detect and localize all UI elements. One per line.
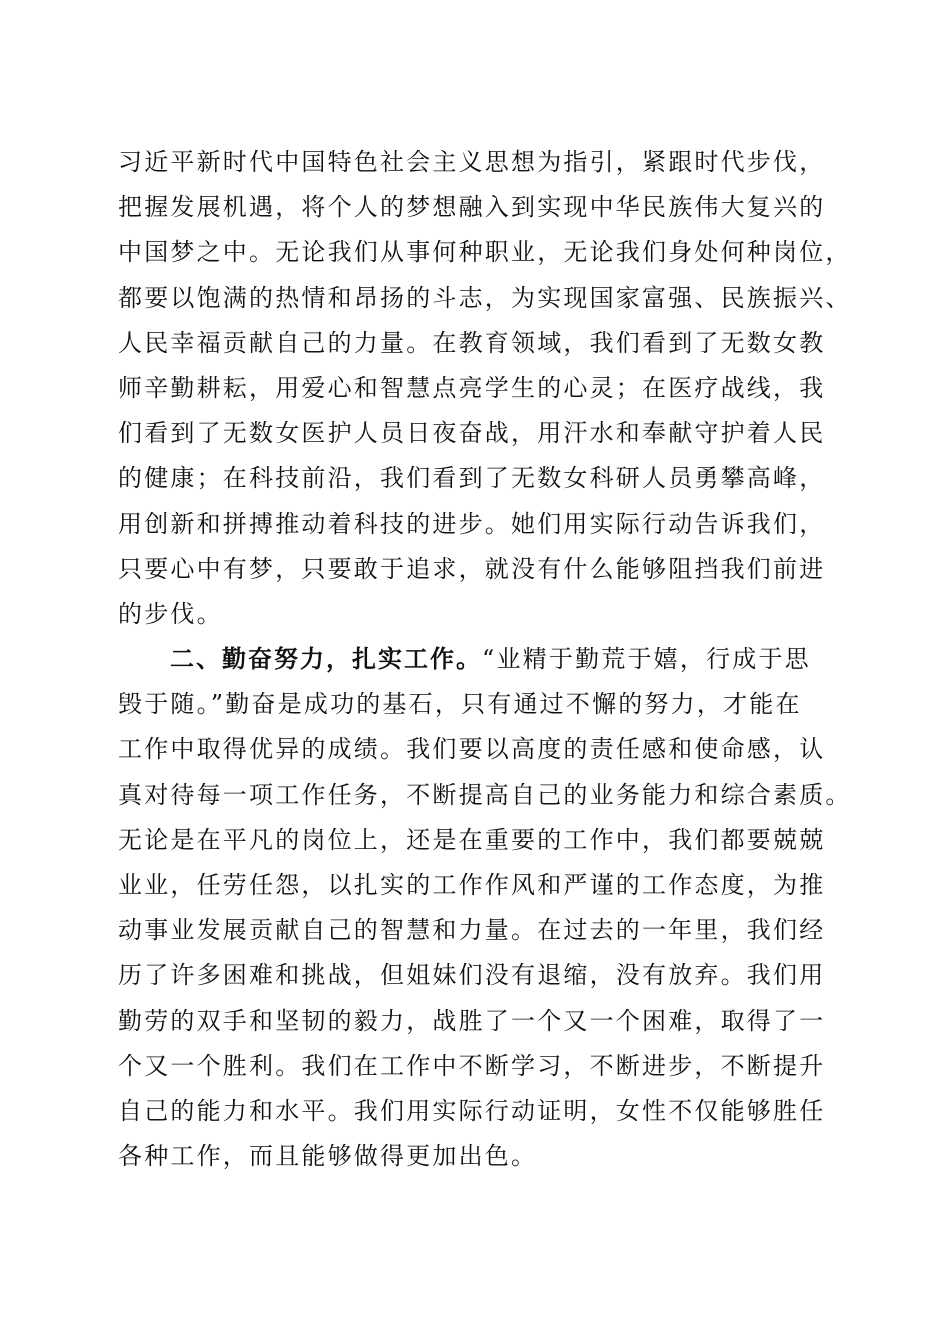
- text-line: 中国梦之中。无论我们从事何种职业，无论我们身处何种岗位，: [118, 238, 852, 267]
- text-line: 用创新和拼搏推动着科技的进步。她们用实际行动告诉我们，: [118, 509, 826, 538]
- text-line: 自己的能力和水平。我们用实际行动证明，女性不仅能够胜任: [118, 1096, 826, 1125]
- text-line: 都要以饱满的热情和昂扬的斗志，为实现国家富强、民族振兴、: [118, 283, 852, 312]
- paragraph-1: [118, 140, 852, 637]
- text-line: 各种工作，而且能够做得更加出色。: [118, 1142, 538, 1171]
- text-line: 勤劳的双手和坚韧的毅力，战胜了一个又一个困难，取得了一: [118, 1006, 826, 1035]
- text-line: 的健康；在科技前沿，我们看到了无数女科研人员勇攀高峰，: [118, 464, 826, 493]
- paragraph-2: [118, 637, 852, 1179]
- text-line: 师辛勤耕耘，用爱心和智慧点亮学生的心灵；在医疗战线，我: [118, 373, 826, 402]
- text-line: 只要心中有梦，只要敢于追求，就没有什么能够阻挡我们前进: [118, 554, 826, 583]
- text-line: 习近平新时代中国特色社会主义思想为指引，紧跟时代步伐，: [118, 148, 826, 176]
- text-line: 把握发展机遇，将个人的梦想融入到实现中华民族伟大复兴的: [118, 193, 826, 222]
- text-line: 们看到了无数女医护人员日夜奋战，用汗水和奉献守护着人民: [118, 419, 826, 448]
- text-line: 无论是在平凡的岗位上，还是在重要的工作中，我们都要兢兢: [118, 825, 826, 854]
- text-line: 业业，任劳任怨，以扎实的工作作风和严谨的工作态度，为推: [118, 870, 826, 899]
- text-line: 历了许多困难和挑战，但姐妹们没有退缩，没有放弃。我们用: [118, 961, 826, 990]
- text-line: 人民幸福贡献自己的力量。在教育领域，我们看到了无数女教: [118, 328, 826, 357]
- text-line: 毁于随。”勤奋是成功的基石，只有通过不懈的努力，才能在: [118, 690, 802, 719]
- text-line: 动事业发展贡献自己的智慧和力量。在过去的一年里，我们经: [118, 916, 826, 945]
- text-line-first: [118, 637, 838, 682]
- text-line: 的步伐。: [118, 599, 223, 628]
- text-line: 工作中取得优异的成绩。我们要以高度的责任感和使命感，认: [118, 735, 826, 764]
- quote-start: “业精于勤荒于嬉，行成于思: [482, 645, 811, 673]
- text-line: 真对待每一项工作任务，不断提高自己的业务能力和综合素质。: [118, 780, 852, 809]
- section-heading: 二、勤奋努力，扎实工作。: [170, 645, 482, 673]
- text-line: 个又一个胜利。我们在工作中不断学习，不断进步，不断提升: [118, 1051, 826, 1080]
